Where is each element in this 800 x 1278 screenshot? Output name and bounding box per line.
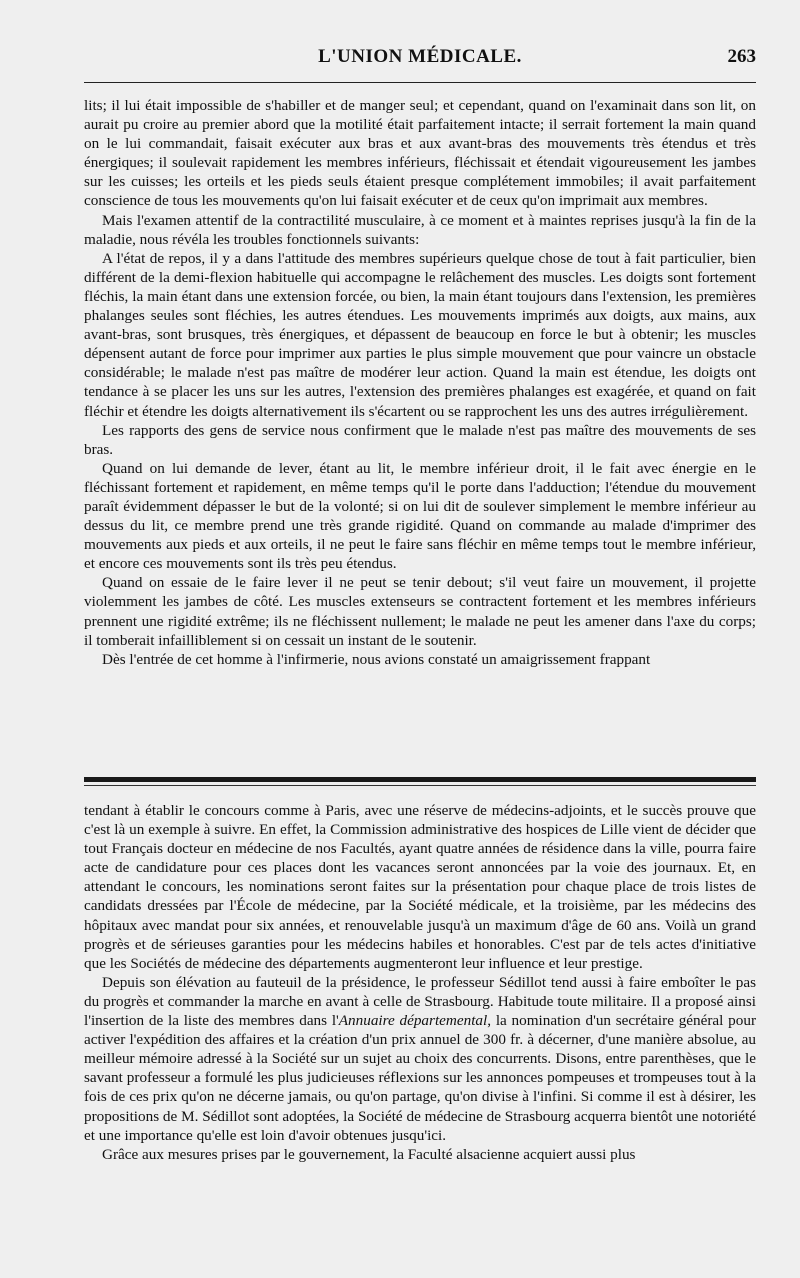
paragraph: Quand on essaie de le faire lever il ne peut se tenir debout; s'il veut faire un mouvement, il projette violemment les jambes de côté. Les muscles extenseurs se contractent fortement et les membres inférieurs prennent une rigidité extrême; ils ne fléchissent nullement; le malade ne peut les amener dans l'axe du corps; il tomberait infailliblement si on cessait un instant de le soutenir. (84, 574, 756, 649)
feuilleton-text (84, 801, 756, 1164)
page-header (84, 44, 756, 74)
feuilleton-separator-thin (84, 785, 756, 786)
feuilleton-separator-thick (84, 777, 756, 782)
paragraph: A l'état de repos, il y a dans l'attitude des membres supérieurs quelque chose de tout à fait particulier, bien différent de la demi-flexion habituelle qui accompagne le relâchement des muscles. Les doigts sont fortement fléchis, la main étant dans une extension forcée, ou bien, la main étant toujours dans l'extension, les premières phalanges seules sont fléchies, les autres étendues. Les mouvements imprimés aux doigts, aux mains, aux avant-bras, sont brusques, très énergiques, et dépassent de beaucoup en force le but à obtenir; les muscles dépensent autant de force pour imprimer aux parties le plus simple mouvement que pour vaincre un obstacle considérable; le malade n'est pas maître de modérer leur action. Quand la main est étendue, les doigts ont tendance à se placer les uns sur les autres, l'extension des premières phalanges est exagérée, et quand on fait fléchir et étendre les doigts alternativement ils s'écartent ou se rapprochent les uns des autres irrégulièrement. (84, 249, 756, 420)
text-run: Depuis son élévation au fauteuil de la présidence, le professeur Sédillot tend aussi à faire emboîter le pas du progrès et commander la marche en avant à celle de Strasbourg. Habitude toute militaire. Il a proposé ainsi l'insertion de la liste des membres dans l' (84, 973, 756, 1030)
paragraph: lits; il lui était impossible de s'habiller et de manger seul; et cependant, quand on l'examinait dans son lit, on aurait pu croire au premier abord que la motilité était parfaitement intacte; il serrait fortement la main quand on le lui commandait, faisait exécuter aux bras et aux avant-bras des mouvements très étendus et très énergiques; il soulevait rapidement les membres inférieurs, fléchissait et étendait vigoureusement les jambes sur les cuisses; les orteils et les pieds seuls étaient presque complétement immobiles; il avait parfaitement conscience de tous les mouvements qu'on lui faisait exécuter et de ceux qu'on imprimait aux membres. (84, 97, 756, 210)
paragraph: Mais l'examen attentif de la contractilité musculaire, à ce moment et à maintes reprises jusqu'à la fin de la maladie, nous révéla les troubles fonctionnels suivants: (84, 211, 756, 248)
paragraph: Dès l'entrée de cet homme à l'infirmerie, nous avions constaté un amaigrissement frappant (102, 650, 651, 668)
text-run: , la nomination d'un secrétaire général pour activer l'expédition des affaires et la création d'un prix annuel de 300 fr. à décerner, d'une manière absolue, au meilleur mémoire adressé à la Société sur un sujet au choix des concurrents. Disons, entre parenthèses, que le savant professeur a formulé les plus judicieuses réflexions sur les annonces pompeuses et trompeuses tout à la fois de ces prix qu'on ne décerne jamais, ou qu'on partage, qu'on divise à l'infini. Si comme il est à désirer, les propositions de M. Sédillot sont adoptées, la Société de médecine de Strasbourg acquerra bientôt une notoriété et une importance qu'elle est loin d'avoir obtenues jusqu'ici. (84, 1012, 756, 1144)
paragraph: tendant à établir le concours comme à Paris, avec une réserve de médecins-adjoints, et le succès prouve que c'est là un exemple à suivre. En effet, la Commission administrative des hospices de Lille vient de décider que tout Français docteur en médecine de nos Facultés, ayant quatre années de résidence dans la ville, pourra faire acte de candidature pour ces places dont les vacances seront annoncées par la voie des journaux. Et, en attendant le concours, les nominations seront faites sur la présentation pour chaque place de trois listes de candidats dressées par l'École de médecine, par la Société médicale, et la troisième, par les médecins des hôpitaux avec mandat pour six années, et renouvelable jusqu'à un maximum d'âge de 60 ans. Voilà un grand progrès et de sérieuses garanties pour les médecins habiles et honorables. C'est par de tels actes d'initiative que les Sociétés de médecine des départements augmenteront leur influence et leur prestige. (84, 802, 756, 972)
italic-title: Annuaire départemental (338, 1012, 488, 1030)
running-title: L'UNION MÉDICALE. (318, 46, 522, 67)
paragraph: Les rapports des gens de service nous confirment que le malade n'est pas maître des mouvements de ses bras. (84, 421, 756, 458)
page-number: 263 (727, 46, 756, 67)
paragraph: Grâce aux mesures prises par le gouvernement, la Faculté alsacienne acquiert aussi plus (102, 1145, 636, 1163)
main-article-text (84, 96, 756, 669)
paragraph: Quand on lui demande de lever, étant au lit, le membre inférieur droit, il le fait avec énergie en le fléchissant fortement et rapidement, en même temps qu'il le porte dans l'adduction; l'étendue du mouvement paraît évidemment dépasser le but de la volonté; si on lui dit de soulever simplement le membre inférieur au dessus du lit, ce membre prend une très grande rigidité. Quand on commande au malade d'imprimer des mouvements aux pieds et aux orteils, il ne peut le faire sans fléchir en même temps tout le membre inférieur, et encore ces mouvements sont ils très peu étendus. (84, 459, 756, 573)
header-rule (84, 82, 756, 83)
paragraph (84, 973, 756, 1145)
